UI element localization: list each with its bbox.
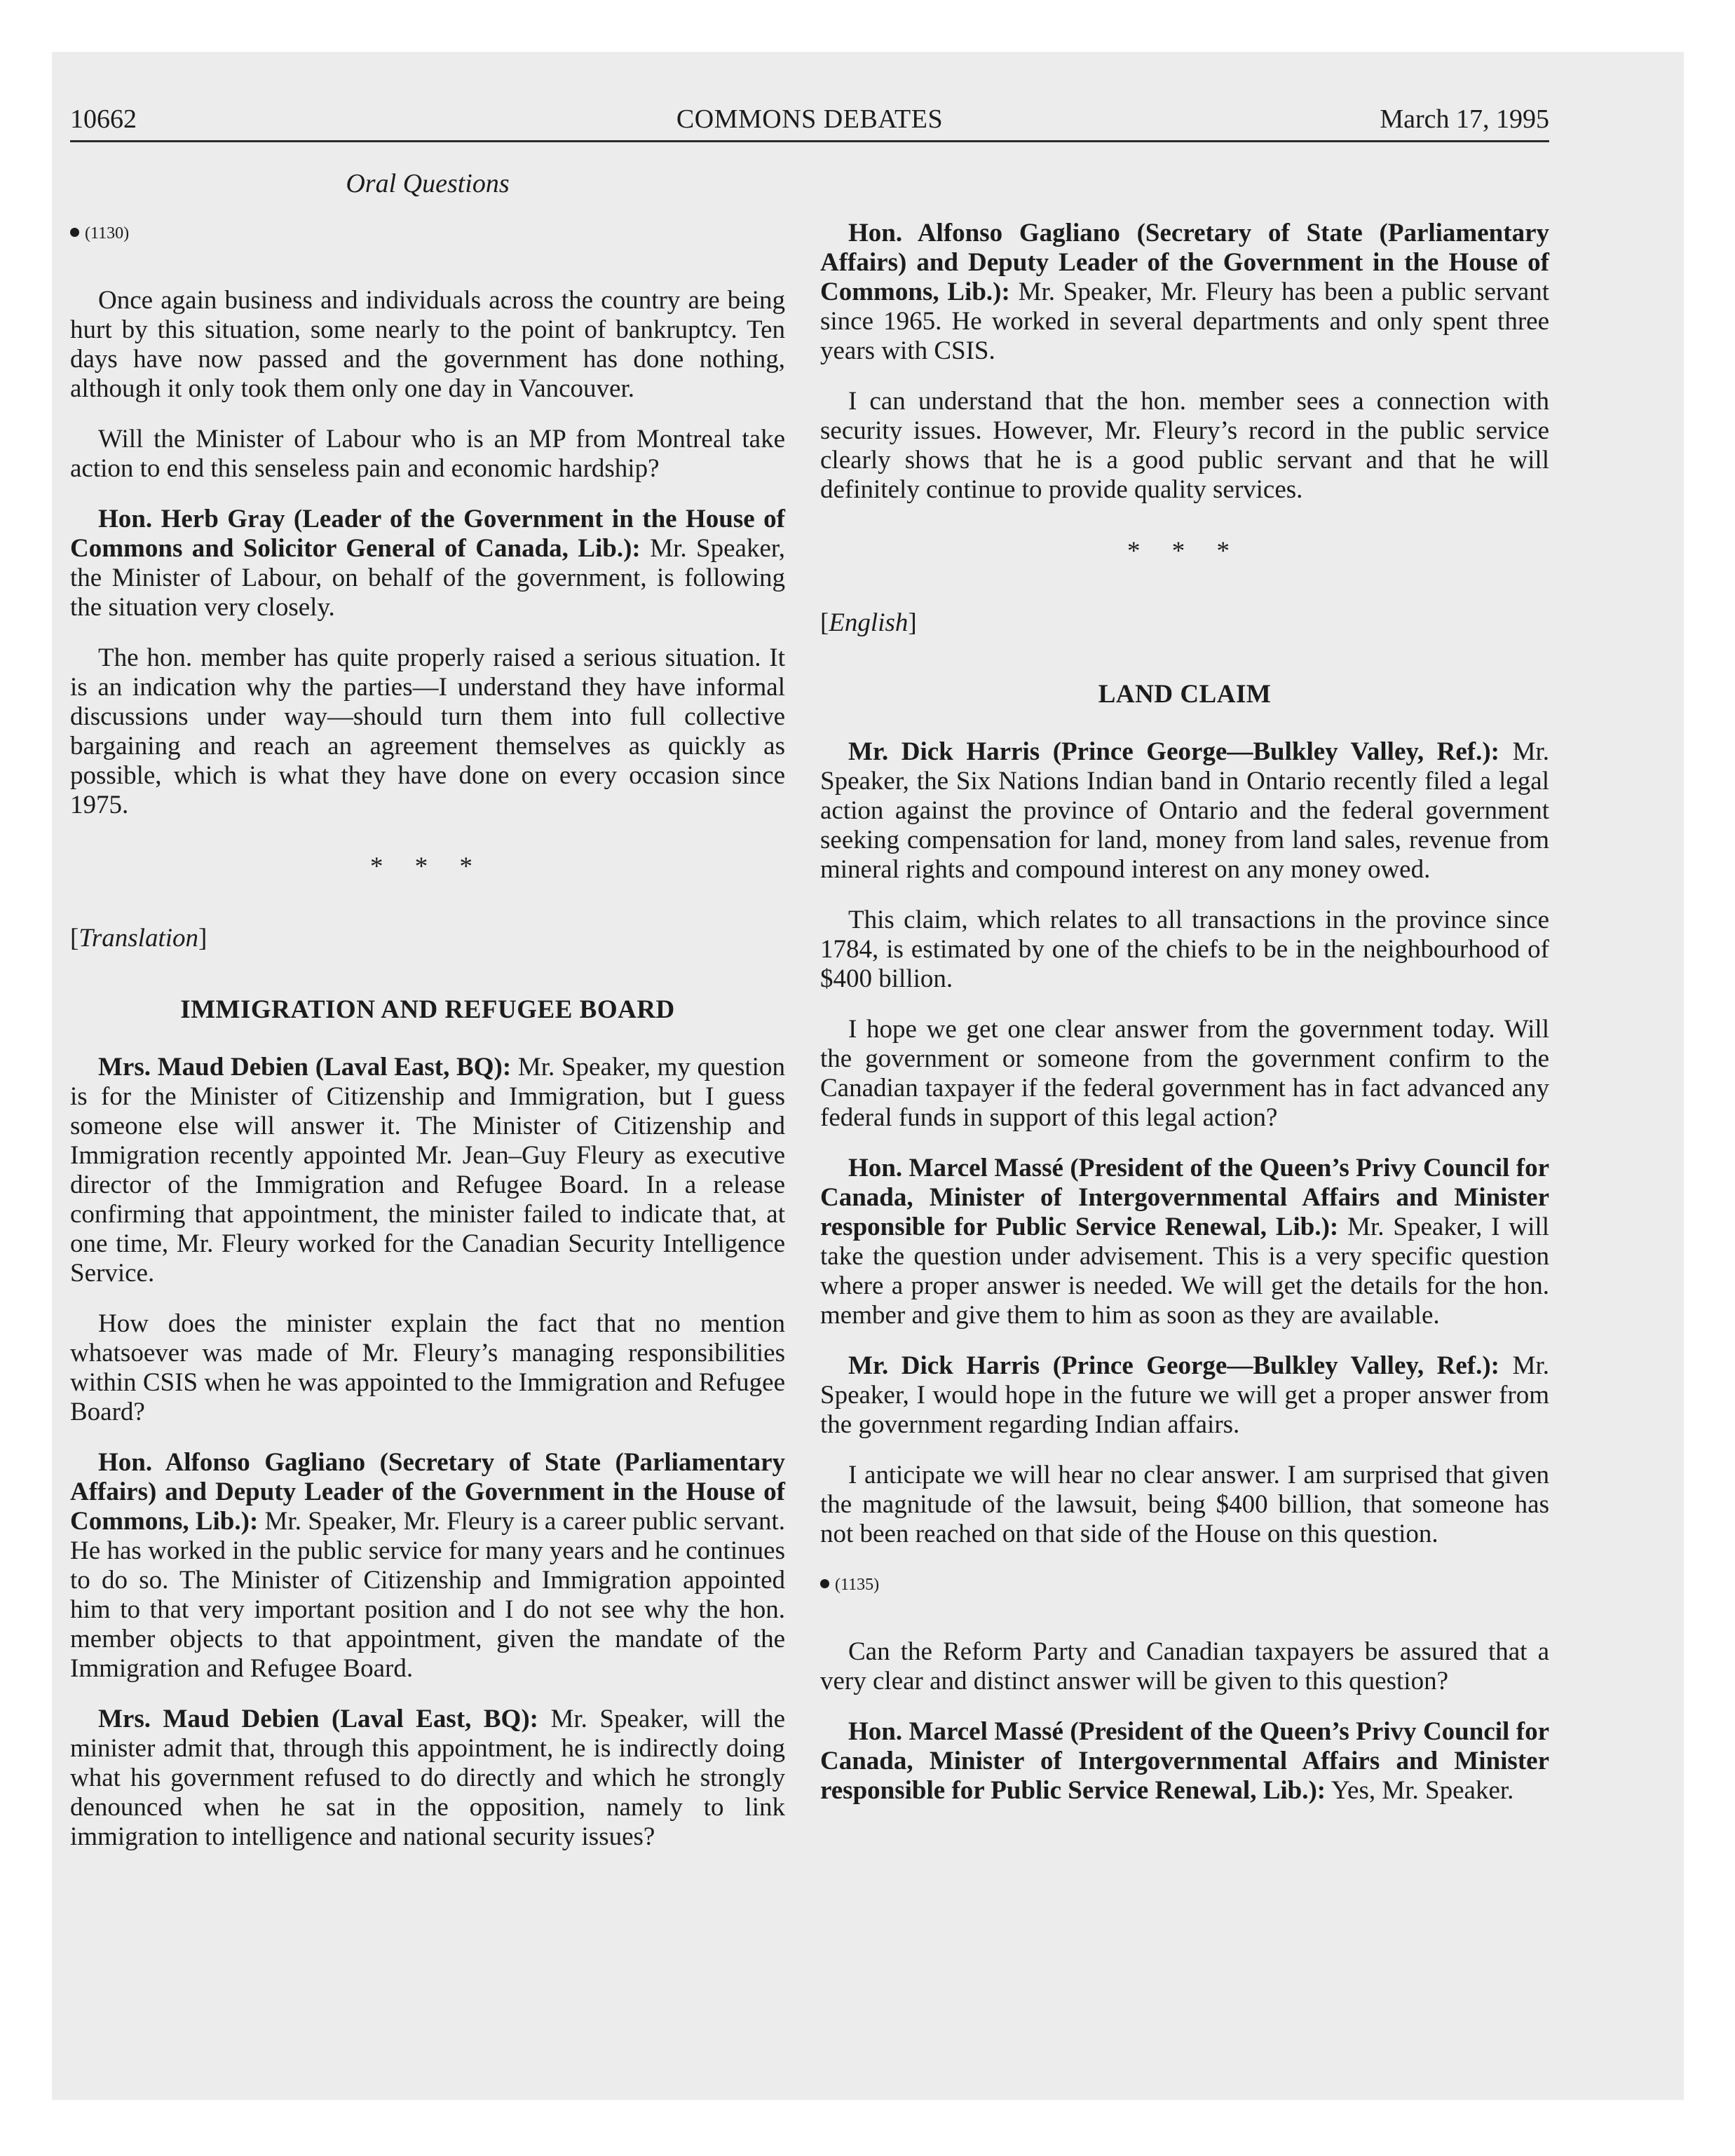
speech-paragraph: [820, 219, 1549, 366]
paragraph: The hon. member has quite properly raised a serious situation. It is an indication why the parties—I understand they have informal discussions under way—should turn them into full collective bargaining and reach an agreement themselves as quickly as possible, which is what they have done on every occasion since 1975.: [70, 643, 785, 819]
speech-text: Mr. Speaker, my question is for the Minister of Citizenship and Immigration, but I guess someone else will answer it. The Minister of Citizenship and Immigration recently appointed Mr. Jean–Guy Fleury as executive director of the Immigration and Refugee Board. In a release confirming that appointment, the minister failed to indicate that, at one time, Mr. Fleury worked for the Canadian Security Intelligence Service.: [70, 1053, 785, 1288]
speaker-name: Hon. Herb Gray (Leader of the Government in the House of Commons and Solicitor General of Canada, Lib.):: [70, 505, 785, 563]
paragraph: How does the minister explain the fact that no mention whatsoever was made of Mr. Fleury’s managing responsibilities within CSIS when he was appointed to the Immigration and Refugee Board?: [70, 1309, 785, 1426]
speaker-name: Hon. Marcel Massé (President of the Queen’s Privy Council for Canada, Minister of Intergovernmental Affairs and Minister responsible for Public Service Renewal, Lib.):: [820, 1154, 1549, 1241]
bracket: ]: [908, 608, 917, 637]
paragraph: Once again business and individuals across the country are being hurt by this situation, some nearly to the point of bankruptcy. Ten days have now passed and the government has done nothing, although it only took them only one day in Vancouver.: [70, 286, 785, 403]
section-separator: * * *: [1127, 537, 1242, 566]
speaker-name: Mr. Dick Harris (Prince George—Bulkley Valley, Ref.):: [848, 737, 1499, 766]
timestamp: [820, 1570, 1549, 1599]
publication-title: COMMONS DEBATES: [676, 104, 944, 134]
timestamp-text: (1135): [835, 1576, 880, 1594]
paragraph: This claim, which relates to all transactions in the province since 1784, is estimated by one of the chiefs to be in the neighbourhood of $400 billion.: [820, 906, 1549, 993]
speech-paragraph: [820, 1154, 1549, 1330]
speech-text: Mr. Speaker, the Minister of Labour, on behalf of the government, is following the situation very closely.: [70, 534, 785, 622]
bracket: [: [820, 608, 829, 637]
language-note: [820, 608, 1549, 638]
section-subheading: Oral Questions: [346, 169, 510, 198]
speech-text: Mr. Speaker, Mr. Fleury has been a public servant since 1965. He worked in several departments and only spent three years with CSIS.: [820, 278, 1549, 365]
paragraph: Can the Reform Party and Canadian taxpayers be assured that a very clear and distinct answer will be given to this question?: [820, 1637, 1549, 1696]
speech-text: Yes, Mr. Speaker.: [1326, 1776, 1514, 1805]
page-number: 10662: [70, 104, 137, 134]
running-header: [70, 98, 1549, 142]
section-heading: IMMIGRATION AND REFUGEE BOARD: [180, 995, 675, 1024]
speech-paragraph: [820, 1717, 1549, 1806]
language-label: English: [829, 608, 909, 637]
left-column: [70, 219, 785, 1873]
speech-text: Mr. Speaker, Mr. Fleury is a career public servant. He has worked in the public service for many years and he continues to do so. The Minister of Citizenship and Immigration appointed him to that very important position and I do not see why the hon. member objects to that appointment, given the mandate of the Immigration and Refugee Board.: [70, 1507, 785, 1683]
language-note: [70, 924, 785, 953]
timestamp-text: (1130): [85, 224, 130, 243]
timestamp: [70, 219, 785, 248]
speech-paragraph: [70, 1053, 785, 1288]
bracket: ]: [198, 924, 207, 953]
speech-text: Mr. Speaker, the Six Nations Indian band in Ontario recently filed a legal action against the province of Ontario and the federal government seeking compensation for land, money from land sales, revenue from mineral rights and compound interest on any money owed.: [820, 737, 1549, 884]
bullet-icon: [820, 1579, 829, 1588]
speech-text: Mr. Speaker, will the minister admit that, through this appointment, he is indirectly doing what his government refused to do directly and which he strongly denounced when he sat in the opposition, namely to link immigration to intelligence and national security issues?: [70, 1705, 786, 1851]
right-column: [820, 219, 1549, 1827]
speaker-name: Mrs. Maud Debien (Laval East, BQ):: [98, 1053, 512, 1082]
language-label: Translation: [79, 924, 199, 953]
section-heading: LAND CLAIM: [1098, 680, 1272, 709]
speaker-name: Hon. Alfonso Gagliano (Secretary of State (Parliamentary Affairs) and Deputy Leader of the Government in the House of Commons, Lib.):: [70, 1448, 785, 1536]
section-separator: * * *: [370, 852, 485, 881]
speech-paragraph: [820, 737, 1549, 885]
paragraph: Will the Minister of Labour who is an MP from Montreal take action to end this senseless pain and economic hardship?: [70, 425, 785, 483]
bullet-icon: [70, 228, 79, 237]
paragraph: I can understand that the hon. member sees a connection with security issues. However, Mr. Fleury’s record in the public service clearly shows that he is a good public servant and that he will definitely continue to provide quality services.: [820, 387, 1549, 504]
speaker-name: Mr. Dick Harris (Prince George—Bulkley Valley, Ref.):: [848, 1351, 1499, 1380]
speech-text: Mr. Speaker, I would hope in the future we will get a proper answer from the government regarding Indian affairs.: [820, 1351, 1549, 1439]
bracket: [: [70, 924, 79, 953]
speaker-name: Hon. Alfonso Gagliano (Secretary of State (Parliamentary Affairs) and Deputy Leader of the Government in the House of Commons, Lib.):: [820, 219, 1549, 306]
speaker-name: Hon. Marcel Massé (President of the Queen’s Privy Council for Canada, Minister of Intergovernmental Affairs and Minister responsible for Public Service Renewal, Lib.):: [820, 1717, 1549, 1805]
speaker-name: Mrs. Maud Debien (Laval East, BQ):: [98, 1705, 538, 1733]
speech-paragraph: [70, 1705, 785, 1852]
speech-text: Mr. Speaker, I will take the question under advisement. This is a very specific question where a proper answer is needed. We will get the details for the hon. member and give them to him as soon as they are available.: [820, 1213, 1549, 1330]
paragraph: I hope we get one clear answer from the government today. Will the government or someone from the government confirm to the Canadian taxpayer if the federal government has in fact advanced any federal funds in support of this legal action?: [820, 1015, 1549, 1132]
paragraph: I anticipate we will hear no clear answer. I am surprised that given the magnitude of the lawsuit, being $400 billion, that someone has not been reached on that side of the House on this question.: [820, 1461, 1549, 1548]
header-date: March 17, 1995: [1380, 104, 1549, 134]
speech-paragraph: [70, 1448, 785, 1684]
speech-paragraph: [70, 505, 785, 622]
speech-paragraph: [820, 1351, 1549, 1440]
